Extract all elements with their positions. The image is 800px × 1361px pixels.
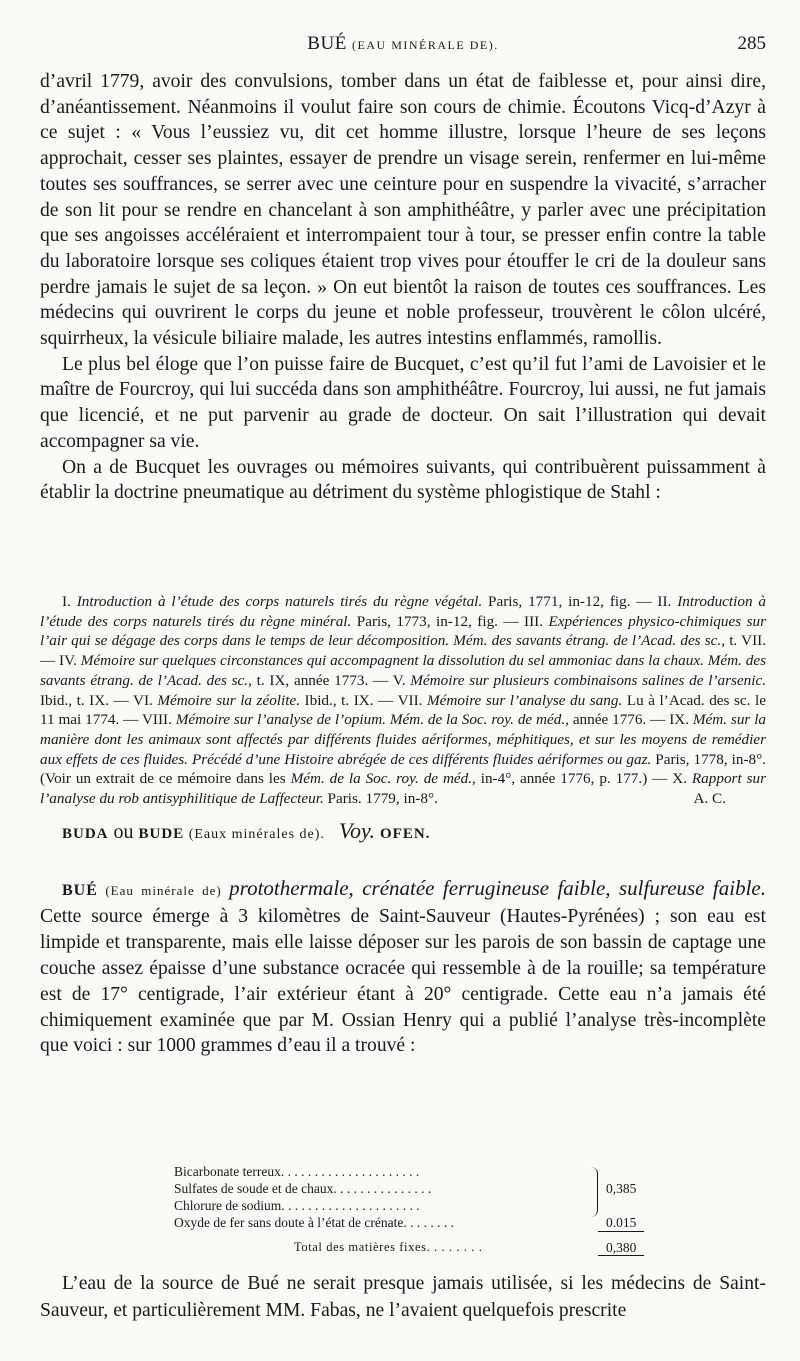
total-rule <box>598 1255 644 1256</box>
biblio-text: Ibid., t. IX. — VI. <box>40 691 158 709</box>
entry-subhead: (Eau minérale de) <box>97 883 230 898</box>
closing-paragraph: L’eau de la source de Bué ne serait presque jamais utilisée, si les médecins de Saint-Sauveur, et particulièrement MM. Fabas, ne l’avaient quelquefois prescrite <box>40 1273 766 1321</box>
biblio-title: Mémoire sur l’analyse de l’opium. Mém. de la Soc. roy. de méd. <box>175 711 566 729</box>
paragraph-3: On a de Bucquet les ouvrages ou mémoires suivants, qui contribuèrent puissamment à établir la doctrine pneumatique au détriment du système phlogistique de Stahl : <box>40 456 766 504</box>
article-body <box>40 69 766 506</box>
biblio-title: Introduction à l’étude des corps naturels tirés du règne végétal. <box>76 593 483 610</box>
biblio-title: Mémoire sur l’analyse du sang. <box>427 691 623 709</box>
biblio-text: Paris, 1778, in-8°. (Voir un extrait de ce mémoire dans les <box>40 750 766 788</box>
biblio-text: , t. VII. — IV. <box>40 632 766 670</box>
paragraph-1: d’avril 1779, avoir des convulsions, tomber dans un état de faiblesse et, pour ainsi dire, d’anéantissement. Néanmoins il voulut faire son cours de chimie. Écoutons Vicq-d’Azyr à ce sujet : « Vous l’eussiez vu, dit cet homme illustre, lorsque l’heure de ses leçons approchait, cesser ses plaintes, essayer de prendre un visage serein, renfermer en lui-même toutes ses souffrances, se serrer avec une ceinture pour en suspendre la vivacité, s’arracher de son lit pour se rendre en chancelant à son amphithéâtre, y parler avec une précipitation que ses angoisses accéléraient et interrompaient tour à tour, se presser enfin contre la table du laboratoire lorsque ses coliques étaient trop vives pour étouffer le cri de la douleur sans perdre jamais le sujet de sa leçon. » On eut bientôt la raison de toutes ces souffrances. Les médecins qui ouvrirent le corps du jeune et noble professeur, trouvèrent le côlon ulcéré, squirrheux, la vésicule biliaire malade, les autres intestins enflammés, ramollis. <box>40 71 766 350</box>
running-header <box>40 33 766 57</box>
analysis-label: Chlorure de sodium. . . . . . . . . . . . . . . . . . . . . <box>174 1198 420 1213</box>
biblio-title: Mém. de la Soc. roy. de méd. <box>290 770 473 788</box>
biblio-title: Introduction à l’étude des corps naturels tirés du règne minéral. <box>40 593 767 630</box>
biblio-title: Mémoire sur quelques circonstances qui accompagnent la dissolution du sel ammoniac dans la chaux. Mém. des savants étrang. de l’Acad. des sc. <box>40 652 766 689</box>
biblio-text: Lu à l’Acad. des sc. le 11 mai 1774. — VIII. <box>40 691 766 729</box>
xref-headword-buda: BUDA <box>62 826 109 842</box>
biblio-title: Mémoire sur la zéolite. <box>157 691 300 709</box>
entry-bue <box>40 876 766 1059</box>
biblio-text: , année 1776. — IX. <box>565 711 693 729</box>
xref-headword-bude: BUDE <box>138 826 185 842</box>
analysis-row <box>174 1214 644 1231</box>
biblio-text: , t. IX, année 1773. — V. <box>248 671 411 689</box>
analysis-label: Sulfates de soude et de chaux. . . . . . . . . . . . . . . <box>174 1181 432 1196</box>
biblio-title: Mémoire sur plusieurs combinaisons salines de l’arsenic. <box>410 671 766 689</box>
xref-text: ou <box>108 821 139 843</box>
running-title-sub: (EAU MINÉRALE DE). <box>352 38 499 52</box>
analysis-table <box>174 1163 644 1255</box>
analysis-value: 0.015 <box>606 1215 637 1230</box>
running-title-main: BUÉ <box>307 33 347 54</box>
biblio-text: Paris, 1773, in-12, fig. — III. <box>351 612 549 630</box>
biblio-text: , in-4°, année 1776, p. 177.) — X. <box>472 770 692 788</box>
biblio-text: I. <box>62 593 77 610</box>
entry-headword: BUÉ <box>62 882 98 899</box>
author-initials: A. C. <box>693 790 726 808</box>
xref-text: (Eaux minérales de). <box>184 827 325 842</box>
analysis-row <box>174 1197 644 1214</box>
xref-target-ofen: OFEN. <box>380 826 431 842</box>
analysis-row <box>174 1163 644 1180</box>
xref-voy: Voy. <box>338 818 375 843</box>
page-number: 285 <box>737 33 766 54</box>
analysis-total-label: Total des matières fixes. . . . . . . . <box>294 1240 483 1254</box>
entry-qualification: protothermale, crénatée ferrugineuse faible, sulfureuse faible. <box>229 876 766 900</box>
biblio-text: Ibid., t. IX. — VII. <box>300 691 428 709</box>
analysis-label: Bicarbonate terreux. . . . . . . . . . . . . . . . . . . . . <box>174 1164 420 1179</box>
sum-rule <box>598 1231 644 1232</box>
biblio-text: Paris, 1771, in-12, fig. — II. <box>482 593 678 610</box>
analysis-row <box>174 1180 644 1197</box>
biblio-text: Paris. 1779, in-8°. <box>323 790 438 808</box>
cross-reference <box>62 818 762 844</box>
biblio-title: Rapport sur l’analyse du rob antisyphilitique de Laffecteur. <box>40 770 766 808</box>
analysis-total-value: 0,380 <box>606 1240 637 1255</box>
analysis-label: Oxyde de fer sans doute à l’état de crénate. . . . . . . . <box>174 1215 455 1230</box>
running-title <box>40 33 766 55</box>
paragraph-2: Le plus bel éloge que l’on puisse faire de Bucquet, c’est qu’il fut l’ami de Lavoisier et le maître de Fourcroy, qui lui succéda dans son amphithéâtre. Fourcroy, lui aussi, ne fut jamais que licencié, et ne put parvenir au grade de docteur. On sait l’illustration qui devait accompagner sa vie. <box>40 353 766 452</box>
grouping-bracket <box>591 1167 598 1217</box>
biblio-title: Expériences physico-chimiques sur l’air qui se dégage des corps dans le temps de leur décomposition. Mém. des savants étrang. de l’Acad. des sc. <box>40 612 766 650</box>
entry-text: Cette source émerge à 3 kilomètres de Saint-Sauveur (Hautes-Pyrénées) ; son eau est limpide et transparente, mais elle laisse déposer sur les parois de son bassin de captage une couche assez épaisse d’une substance ocracée qui ressemble à de la rouille; sa température est de 17° centigrade, l’air extérieur étant à 20° centigrade. Cette eau n’a jamais été chimiquement examinée que par M. Ossian Henry qui a publié l’analyse très-incomplète que voici : sur 1000 grammes d’eau il a trouvé : <box>40 905 766 1057</box>
biblio-title: Mém. sur la manière dont les animaux sont affectés par différents fluides aériformes, méphitiques, et sur les moyens de remédier aux effets de ces fluides. Précédé d’une Histoire abrégée de ces différents fluides aériformes ou gaz. <box>40 711 767 768</box>
bibliography <box>40 592 766 809</box>
analysis-value: 0,385 <box>606 1181 637 1196</box>
